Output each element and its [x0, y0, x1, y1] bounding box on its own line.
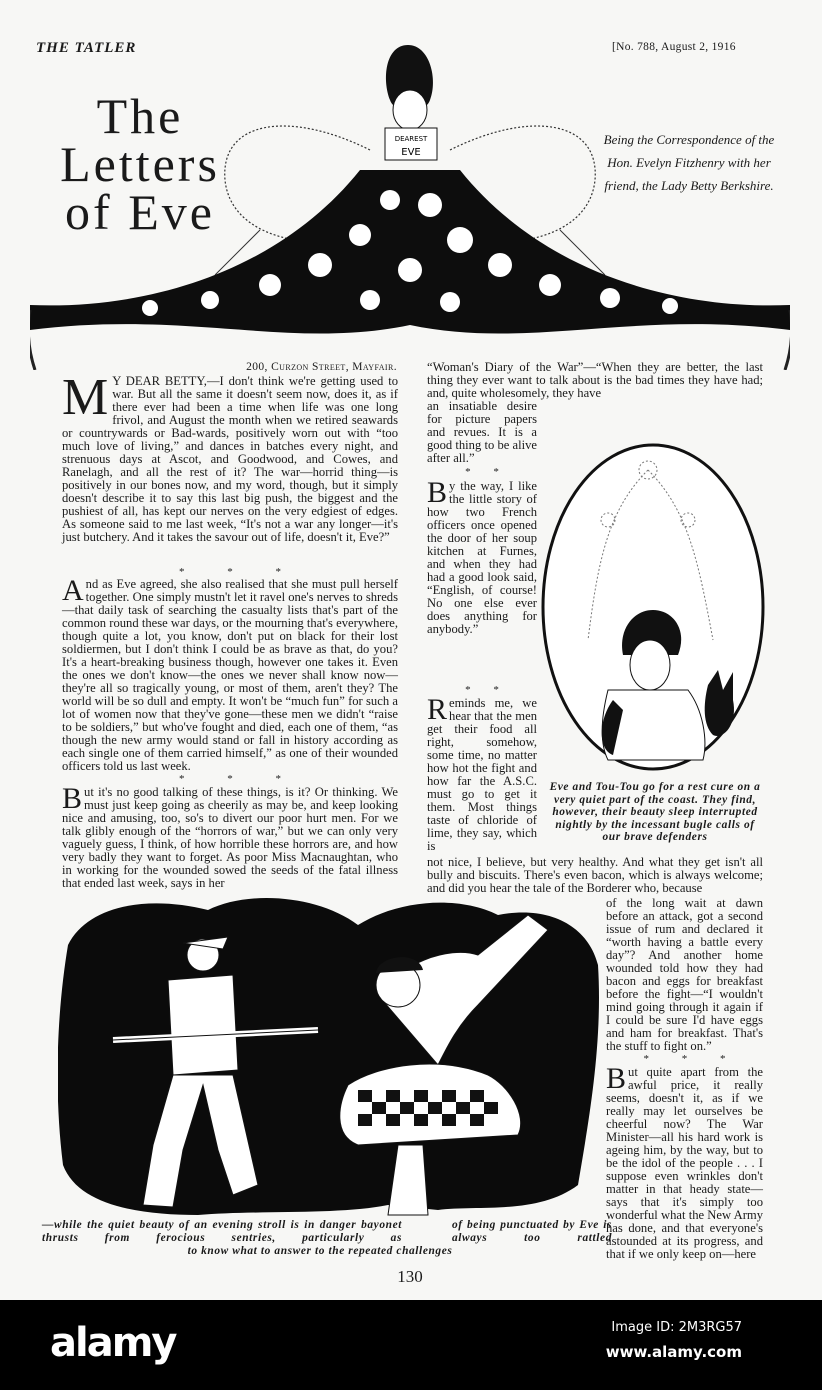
section-break: * * [465, 684, 499, 696]
section-break: * * * [179, 773, 281, 785]
page-number: 130 [397, 1267, 423, 1286]
watermark-image-id: Image ID: 2M3RG57 [611, 1320, 742, 1335]
watermark-url: www.alamy.com [605, 1343, 742, 1361]
paragraph: not nice, I believe, but very healthy. And what they get isn't all bully and biscuits. There's even bacon, which is always welcome; and did you hear the tale of the Borderer who, because [427, 855, 763, 895]
oval-caption: Eve and Tou-Tou go for a rest cure on a very quiet part of the coast. They find, however, their beauty sleep interrupted nightly by the incessant bugle calls of our brave defenders [549, 781, 761, 844]
section-break: * * [465, 466, 499, 478]
oval-illustration [538, 440, 768, 775]
paragraph [427, 476, 537, 636]
paragraph: an insatiable desire for picture papers and revues. It is a good thing to be alive after all.” [427, 399, 537, 465]
running-title: THE TATLER [36, 40, 137, 56]
issue-info: [No. 788, August 2, 1916 [612, 41, 736, 53]
letter-text: DEAREST [394, 135, 428, 143]
bottom-caption-right: of being punctuated by Eve is always too rattled [452, 1219, 612, 1244]
drop-cap: A [62, 574, 84, 607]
watermark-bar [0, 1300, 822, 1390]
section-break: * * * [179, 566, 281, 578]
paragraph-text: Y DEAR BETTY,—I don't think we're getting used to war. But all the same it doesn't seem now, does it, as if there ever had been a time when life was one long frivol, and August the month when we retired seawards or countrywards or Bad-wards, positively worn out with “too much love of living,” and dances in batches every night, and strenuous days at Ascot, and Goodwood, and Cowes, and Ranelagh, and all the rest of it? The war—horrid thing—is positively in our bones now, and my word, though, but it simply doesn't describe it to say this last big push, the biggest and the pushiest of all, has kept our nerves on the very edgiest of edges. As someone said to me last week, “It's not a war any longer—it's just butchery. And it takes the savour out of life, doesn't it, Eve?” [62, 374, 398, 544]
paragraph-text: ut it's no good talking of these things, is it? Or thinking. We must just keep going as cheerily as may be, and keep looking nice and amusing, too, so's to divert our poor hurt men. For we talk glibly enough of the “horrors of war,” but we can only very vaguely guess, I think, of how horrible these horrors are, and how very badly they want to forget. As poor Miss Macnaughtan, who in working for the wounded sowed the seeds of the fatal illness that ended last week, says in her [62, 785, 398, 890]
drop-cap: M [62, 369, 109, 426]
paragraph [606, 1062, 763, 1261]
title-line: Letters [60, 136, 220, 192]
bottom-caption-center: to know what to answer to the repeated challenges [187, 1245, 453, 1257]
drop-cap: R [427, 693, 448, 726]
subtitle: Being the Correspondence of the Hon. Evelyn Fitzhenry with her friend, the Lady Betty Berkshire. [603, 132, 775, 193]
paragraph [62, 574, 398, 773]
bottom-caption-left: —while the quiet beauty of an evening stroll is in danger bayonet thrusts from ferocious sentries, particularly as [42, 1219, 402, 1244]
paragraph: of the long wait at dawn before an attack, got a second issue of rum and declared it “worth having a battle every day”? And another home wounded told how they had bacon and eggs for breakfast before the fight—“I wouldn't mind going through it again if I could be sure I'd have eggs and ham for breakfast. That's the stuff to fight on.” [606, 896, 763, 1053]
letter-text: EVE [401, 147, 421, 158]
section-break: * * * [643, 1053, 726, 1065]
eve-face [393, 90, 427, 130]
paragraph [62, 782, 398, 890]
title-line: of Eve [65, 184, 215, 240]
paragraph-text: nd as Eve agreed, she also realised that she must pull herself together. One simply mustn't let it ravel one's nerves to shreds—that daily task of searching the casualty lists that's part of the common round these war days, or the mourning that's everywhere, though quite a lot, you know, don't put on black for their lost soldiermen, but I don't think I could be as brave as that, do you? It's a heart-breaking business though, however one takes it. Even the ones we don't know—the ones we never shall know now—they're all so tragically young, or most of them, aren't they? The world will be so dull and empty. It won't be “much fun” for such a lot of women now that they've gone—these men we didn't “raise to be soldiers,” but who've fought and died, each one of them, “as though the new army would stand or fall in history according as each single one of them carried himself,” as one of their wounded officers told us last week. [62, 577, 398, 773]
drop-cap: B [62, 782, 83, 815]
header-illustration [30, 40, 790, 370]
paragraph-text: ut quite apart from the awful price, it really seems, doesn't it, as if we really may let ourselves be cheerful now? The War Minister—all his hard work is ageing him, by the way, but to be the idol of the people . . . I suppose even wrinkles don't matter in that heady state—says that it's simply too wonderful what the New Army has done, and that everyone's astounded at its progress, and that if we only keep on—here [606, 1065, 763, 1261]
title-line: The [96, 88, 184, 144]
eve-face [630, 640, 670, 690]
paragraph [62, 369, 398, 544]
paragraph [427, 693, 537, 853]
sentry-illustration [58, 885, 603, 1220]
drop-cap: B [606, 1062, 627, 1095]
paragraph: “Woman's Diary of the War”—“When they are better, the last thing they ever want to talk about is the bad times they have had; and, quite wholesomely, they have [427, 360, 763, 400]
paragraph-text: eminds me, we hear that the men get their food all right, somehow, some time, no matter how hot the fight and how far the A.S.C. must go to get it them. Most things taste of chloride of lime, they say, which is [427, 696, 537, 853]
address: 200, Curzon Street, Mayfair. [246, 361, 397, 373]
watermark-logo: alamy [50, 1320, 176, 1366]
paragraph-text: y the way, I like the little story of how two French officers once opened the door of her soup kitchen at Furnes, and when they had had a good look said, “English, of course! No one else ever does anything for anybody.” [427, 479, 537, 636]
drop-cap: B [427, 476, 448, 509]
